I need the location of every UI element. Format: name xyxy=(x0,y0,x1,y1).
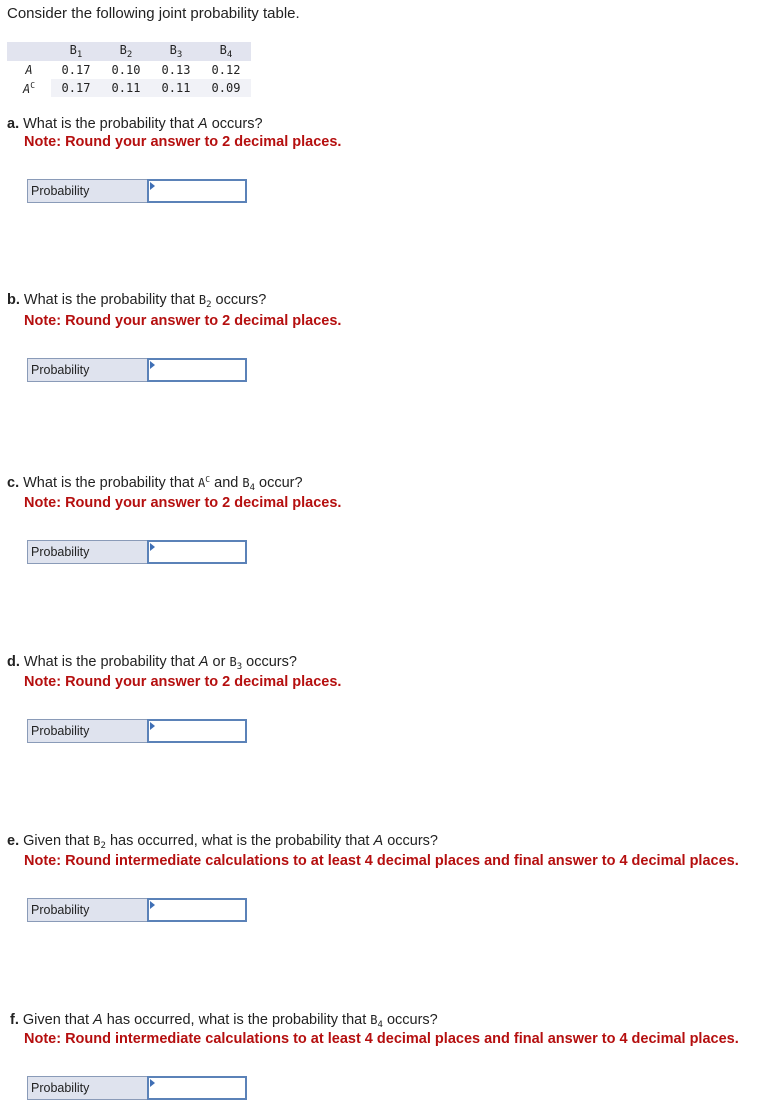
answer-row-e xyxy=(27,898,247,922)
question-f: f. Given that A has occurred, what is the probability that $B_4$ occurs? xyxy=(10,1012,438,1030)
table-cell: 0.17 xyxy=(61,63,91,77)
note-f: Note: Round intermediate calculations to at least 4 decimal places and final answer to 4 decimal places. xyxy=(24,1031,739,1047)
column-header-b3: $B_3$ xyxy=(151,42,201,61)
question-d: d. What is the probability that A or $B_3$ occurs? xyxy=(7,654,297,672)
intro-text: Consider the following joint probability table. xyxy=(7,5,300,22)
answer-label: Probability xyxy=(27,898,148,922)
note-c: Note: Round your answer to 2 decimal places. xyxy=(24,495,342,511)
answer-input-b[interactable] xyxy=(147,358,247,382)
table-cell: 0.11 xyxy=(101,79,151,97)
table-row xyxy=(7,79,251,97)
table-cell: 0.10 xyxy=(111,63,141,77)
column-header-b4: $B_4$ xyxy=(201,42,251,61)
answer-label: Probability xyxy=(27,358,148,382)
answer-label: Probability xyxy=(27,719,148,743)
question-e: e. Given that $B_2$ has occurred, what is the probability that A occurs? xyxy=(7,833,438,851)
note-b: Note: Round your answer to 2 decimal places. xyxy=(24,313,342,329)
note-e: Note: Round intermediate calculations to at least 4 decimal places and final answer to 4 decimal places. xyxy=(24,853,739,869)
joint-probability-table xyxy=(7,42,251,97)
answer-row-f xyxy=(27,1076,247,1100)
table-cell: 0.13 xyxy=(161,63,191,77)
note-d: Note: Round your answer to 2 decimal places. xyxy=(24,674,342,690)
question-a: a. What is the probability that A occurs? xyxy=(7,116,263,132)
question-b: b. What is the probability that $B_2$ occurs? xyxy=(7,292,267,310)
table-cell: 0.09 xyxy=(201,79,251,97)
answer-input-d[interactable] xyxy=(147,719,247,743)
answer-label: Probability xyxy=(27,179,148,203)
table-cell: 0.12 xyxy=(211,63,241,77)
answer-row-d xyxy=(27,719,247,743)
column-header-b1: $B_1$ xyxy=(51,42,101,61)
answer-row-a xyxy=(27,179,247,203)
question-c: c. What is the probability that $A^C$ and $B_4$ occur? xyxy=(7,475,303,493)
column-header-b2: $B_2$ xyxy=(101,42,151,61)
answer-input-e[interactable] xyxy=(147,898,247,922)
table-cell: 0.11 xyxy=(151,79,201,97)
note-a: Note: Round your answer to 2 decimal places. xyxy=(24,134,342,150)
table-header-row xyxy=(7,42,251,61)
row-header-ac: $A^C$ xyxy=(22,80,36,96)
answer-row-b xyxy=(27,358,247,382)
corner-cell xyxy=(7,42,51,61)
table-cell: 0.17 xyxy=(51,79,101,97)
table-row xyxy=(7,61,251,79)
answer-label: Probability xyxy=(27,1076,148,1100)
answer-input-f[interactable] xyxy=(147,1076,247,1100)
answer-row-c xyxy=(27,540,247,564)
row-header-a: A xyxy=(25,63,33,77)
answer-label: Probability xyxy=(27,540,148,564)
answer-input-c[interactable] xyxy=(147,540,247,564)
answer-input-a[interactable] xyxy=(147,179,247,203)
